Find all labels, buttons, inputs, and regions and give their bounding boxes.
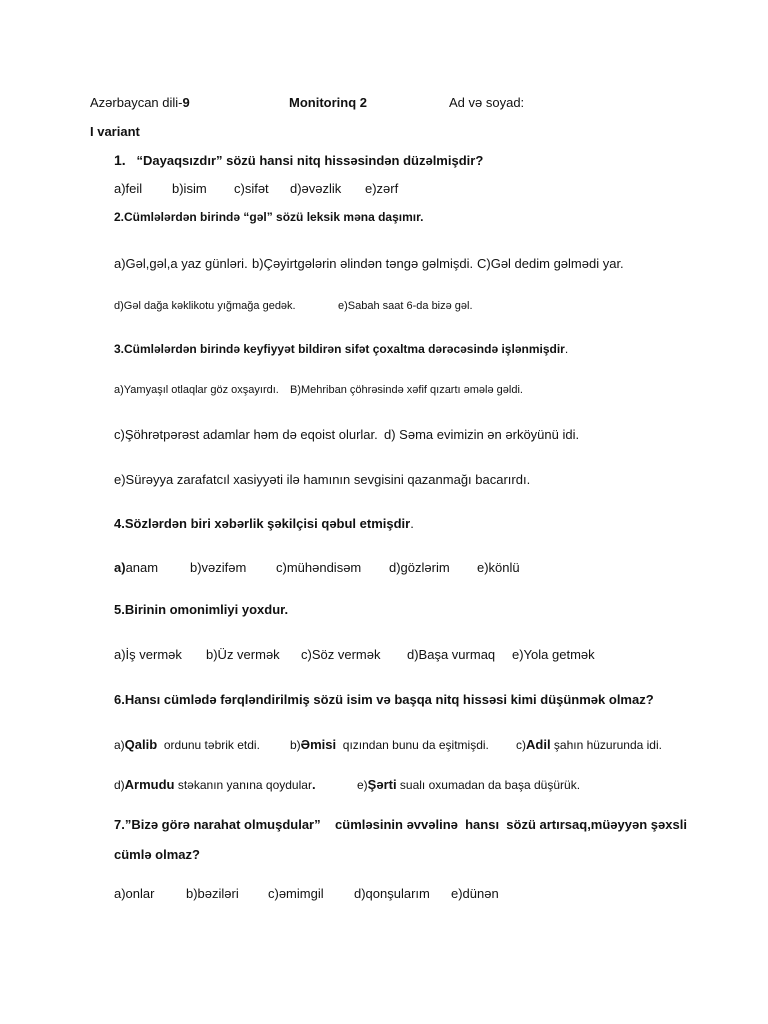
q1-option-d: d)əvəzlik	[290, 181, 342, 196]
q7-option-c: c)əmimgil	[268, 886, 324, 901]
variant-label: I variant	[90, 124, 140, 139]
q1-option-e: e)zərf	[365, 181, 399, 196]
q6-option-a-prefix: a)	[114, 738, 125, 752]
q6-option-b-prefix: b)	[290, 738, 301, 752]
q4-option-c: c)mühəndisəm	[276, 560, 362, 575]
q4-option-a	[114, 560, 158, 575]
q4-option-a-word: anam	[125, 560, 159, 575]
q7-option-e: e)dünən	[451, 886, 499, 901]
question-5-text: 5.Birinin omonimliyi yoxdur.	[114, 602, 289, 617]
question-1-number: 1.	[114, 152, 126, 168]
q6-option-b-rest: qızından bunu da eşitmişdi.	[336, 738, 489, 752]
q2-option-a: a)Gəl,gəl,a yaz günləri.	[114, 256, 248, 271]
q6-option-b-keyword: Əmisi	[300, 737, 337, 752]
q7-option-a: a)onlar	[114, 886, 155, 901]
q4-option-d: d)gözlərim	[389, 560, 450, 575]
q6-option-d-prefix: d)	[114, 778, 125, 792]
q5-option-a: a)İş vermək	[114, 647, 182, 662]
name-label: Ad və soyad:	[449, 95, 525, 110]
q7-option-d: d)qonşularım	[354, 886, 430, 901]
q2-option-d: d)Gəl dağa kəklikotu yığmağa gedək.	[114, 300, 296, 312]
q6-option-c-rest: şahın hüzurunda idi.	[550, 738, 662, 752]
q1-option-c: c)sifət	[234, 181, 269, 196]
page-title: Monitorinq 2	[289, 95, 367, 110]
q7-option-b: b)bəziləri	[186, 886, 239, 901]
q3-option-a: a)Yamyaşıl otlaqlar göz oxşayırdı.	[114, 384, 279, 396]
q6-option-b	[290, 737, 489, 752]
question-6-text: 6.Hansı cümlədə fərqləndirilmiş sözü isim və başqa nitq hissəsi kimi düşünmək olmaz?	[114, 692, 654, 707]
grade-label: 9	[182, 95, 190, 110]
q4-option-e: e)könlü	[477, 560, 520, 575]
q6-option-e	[357, 777, 580, 792]
q5-option-b: b)Üz vermək	[206, 647, 280, 662]
question-4-text: 4.Sözlərdən biri xəbərlik şəkilçisi qəbul etmişdir	[114, 516, 411, 531]
q1-option-a: a)feil	[114, 181, 143, 196]
q2-option-c: C)Gəl dedim gəlmədi yar.	[477, 256, 624, 271]
question-1	[114, 152, 483, 168]
q4-option-a-letter: a)	[114, 560, 126, 575]
q5-option-d: d)Başa vurmaq	[407, 647, 496, 662]
question-2-text: 2.Cümlələrdən birində “gəl” sözü leksik məna daşımır.	[114, 210, 424, 224]
q6-option-c-prefix: c)	[516, 738, 526, 752]
question-7-line2: cümlə olmaz?	[114, 847, 200, 862]
question-3	[114, 342, 568, 356]
q4-option-b: b)vəzifəm	[190, 560, 247, 575]
q6-option-c	[516, 737, 662, 752]
question-7-line1: 7.”Bizə görə narahat olmuşdular” cümləsinin əvvəlinə hansı sözü artırsaq,müəyyən şəxsli	[114, 817, 687, 832]
q5-option-e: e)Yola getmək	[512, 647, 595, 662]
q6-option-e-prefix: e)	[357, 778, 368, 792]
q6-option-d-keyword: Armudu	[124, 777, 175, 792]
subject-label: Azərbaycan dili-	[90, 95, 183, 110]
q6-option-e-rest: sualı oxumadan da başa düşürük.	[396, 778, 581, 792]
question-4-tail: .	[410, 516, 414, 531]
q6-option-a-rest: ordunu təbrik etdi.	[157, 738, 260, 752]
q6-option-d-rest: stəkanın yanına qoydular	[174, 778, 312, 792]
q6-option-c-keyword: Adil	[526, 737, 551, 752]
q3-option-d: d) Səma evimizin ən ərköyünü idi.	[384, 427, 580, 442]
q6-option-e-keyword: Şərti	[367, 777, 397, 792]
q2-option-b: b)Çəyirtgələrin əlindən təngə gəlmişdi.	[252, 256, 474, 271]
question-4	[114, 516, 414, 531]
header-subject	[90, 95, 190, 110]
q6-option-d	[114, 777, 316, 792]
q6-option-a-keyword: Qalib	[124, 737, 158, 752]
q5-option-c: c)Söz vermək	[301, 647, 381, 662]
q3-option-e: e)Sürəyya zarafatcıl xasiyyəti ilə hamının sevgisini qazanmağı bacarırdı.	[114, 472, 531, 487]
q6-option-d-period: .	[311, 777, 316, 792]
question-3-tail: .	[564, 342, 569, 356]
question-3-text: 3.Cümlələrdən birində keyfiyyət bildirən sifət çoxaltma dərəcəsində işlənmişdir	[114, 342, 565, 356]
q2-option-e: e)Sabah saat 6-da bizə gəl.	[338, 300, 473, 312]
question-1-text: “Dayaqsızdır” sözü hansi nitq hissəsindən düzəlmişdir?	[136, 153, 484, 168]
q3-option-c: c)Şöhrətpərəst adamlar həm də eqoist olurlar.	[114, 427, 378, 442]
q6-option-a	[114, 737, 260, 752]
q3-option-b: B)Mehriban çöhrəsində xəfif qızartı əmələ gəldi.	[290, 384, 523, 396]
q1-option-b: b)isim	[172, 181, 207, 196]
